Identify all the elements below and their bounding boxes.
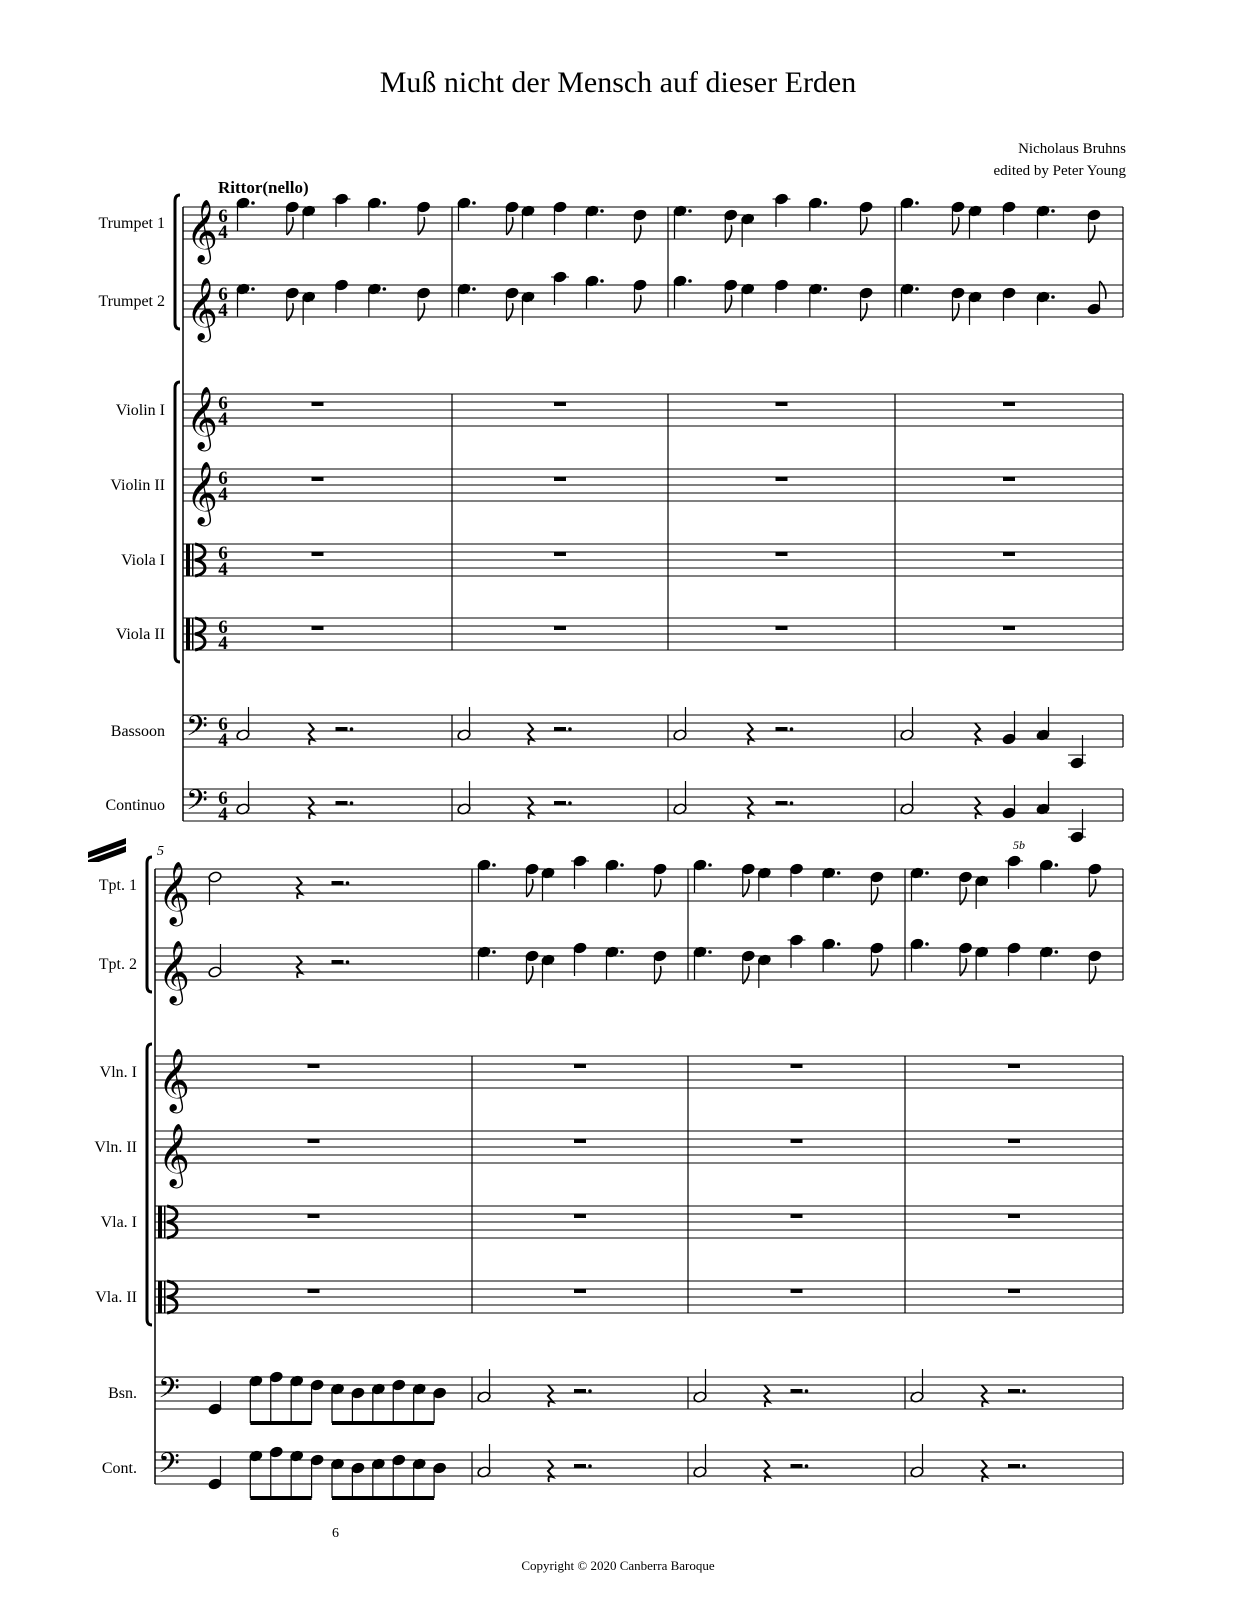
beam [332,1421,434,1425]
whole-rest-icon [574,1064,586,1068]
treble-clef-icon: 𝄞 [158,1048,190,1111]
flag [418,217,424,235]
dot [251,287,255,291]
piece-title: Muß nicht der Mensch auf dieser Erden [379,66,857,99]
dot [837,871,841,875]
quarter-rest-icon [975,797,980,819]
quarter-rest-icon [309,797,314,819]
dot [708,950,712,954]
staff-continuo [105,781,1123,843]
dot [600,209,604,213]
dot [790,727,794,731]
flag [960,958,966,976]
quarter-rest-icon [548,1460,553,1482]
quarter-rest-icon [309,723,314,745]
dot [837,942,841,946]
whole-rest-icon [1008,1214,1020,1218]
figured-bass-6: 6 [332,1526,339,1541]
dot [1055,863,1059,867]
dot [383,287,387,291]
time-signature-bottom: 4 [218,484,228,505]
staff-bassoon [111,707,1123,769]
trumpet-bracket [147,857,152,992]
half-rest-icon [332,960,344,964]
staff-vln-i [100,1048,1123,1114]
dot [350,801,354,805]
bass-clef-icon: 𝄢 [158,1447,180,1487]
time-signature-bottom: 4 [218,804,228,825]
dot [588,1464,592,1468]
dot [600,279,604,283]
quarter-rest-icon [297,956,302,978]
instrument-label: Vln. I [99,1064,137,1081]
dot [708,863,712,867]
flag [953,303,959,321]
dot [1055,950,1059,954]
half-rest-icon [574,1464,586,1468]
instrument-label: Viola I [121,552,165,569]
flag [655,966,661,984]
string-bracket [147,1044,152,1325]
whole-rest-icon [308,1214,320,1218]
dot [346,881,350,885]
whole-rest-icon [312,626,324,630]
whole-rest-icon [574,1289,586,1293]
flag [507,217,513,235]
bass-clef-icon: 𝄢 [158,1372,180,1412]
dot [492,863,496,867]
instrument-label: Viola II [115,626,165,643]
flag [725,295,731,313]
half-rest-icon [574,1389,586,1393]
dot [805,1389,809,1393]
beam [250,1496,311,1500]
staff-vla-i [101,1206,1123,1238]
whole-rest-icon [776,626,788,630]
system-2 [94,844,1123,1500]
whole-rest-icon [308,1139,320,1143]
half-rest-icon [332,881,344,885]
whole-rest-icon [1008,1139,1020,1143]
time-signature-top: 6 [218,788,228,809]
half-rest-icon [554,801,566,805]
time-signature-top: 6 [218,617,228,638]
flag [1100,281,1106,299]
staff-trumpet-1 [98,193,1123,265]
time-signature-bottom: 4 [218,300,228,321]
staff-tpt-2 [99,934,1123,1006]
quarter-rest-icon [548,1385,553,1407]
instrument-label: Continuo [105,797,165,814]
whole-rest-icon [554,477,566,481]
dot [472,201,476,205]
half-rest-icon [791,1464,803,1468]
flag [655,879,661,897]
dot [251,201,255,205]
time-signature-top: 6 [218,393,228,414]
whole-rest-icon [1003,552,1015,556]
whole-rest-icon [312,552,324,556]
flag [527,966,533,984]
dot [688,279,692,283]
staff-tpt-1 [99,855,1123,927]
quarter-rest-icon [297,877,302,899]
dot [925,871,929,875]
measure-number: 5 [157,844,164,859]
dot [915,201,919,205]
instrument-label: Violin I [115,402,165,419]
time-signature-bottom: 4 [218,409,228,430]
dot [824,287,828,291]
time-signature-top: 6 [218,284,228,305]
dot [805,1464,809,1468]
dot [588,1389,592,1393]
whole-rest-icon [554,552,566,556]
whole-rest-icon [1008,1289,1020,1293]
time-signature-bottom: 4 [218,222,228,243]
time-signature-top: 6 [218,543,228,564]
instrument-label: Tpt. 2 [98,956,137,973]
instrument-label: Vla. I [100,1214,137,1231]
instrument-label: Trumpet 2 [98,293,165,310]
figured-bass-5b: 5b [1013,838,1025,852]
editor-credit: edited by Peter Young [993,163,1126,179]
flag [1089,879,1095,897]
whole-rest-icon [776,552,788,556]
dot [915,287,919,291]
quarter-rest-icon [528,723,533,745]
flag [861,217,867,235]
instrument-label: Trumpet 1 [98,215,165,232]
flag [743,966,749,984]
instrument-label: Bsn. [108,1385,137,1402]
whole-rest-icon [574,1214,586,1218]
flag [287,303,293,321]
string-bracket [175,382,180,662]
flag [1089,225,1095,243]
quarter-rest-icon [975,723,980,745]
whole-rest-icon [791,1289,803,1293]
staff-vln-ii [94,1123,1123,1189]
staff-trumpet-2 [98,271,1123,343]
treble-clef-icon: 𝄞 [186,386,218,449]
instrument-label: Bassoon [110,723,165,740]
half-rest-icon [1008,1464,1020,1468]
flag [871,958,877,976]
flag [871,887,877,905]
quarter-rest-icon [748,797,753,819]
treble-clef-icon: 𝄞 [158,861,190,924]
time-signature-bottom: 4 [218,730,228,751]
whole-rest-icon [308,1064,320,1068]
dot [1051,209,1055,213]
treble-clef-icon: 𝄞 [158,940,190,1003]
flag [527,879,533,897]
instrument-label: Cont. [101,1460,137,1477]
treble-clef-icon: 𝄞 [186,199,218,262]
dot [620,863,624,867]
time-signature-top: 6 [218,206,228,227]
bass-clef-icon: 𝄢 [186,710,208,750]
flag [418,303,424,321]
whole-rest-icon [554,402,566,406]
quarter-rest-icon [764,1460,769,1482]
half-rest-icon [336,801,348,805]
whole-rest-icon [308,1289,320,1293]
bass-clef-icon: 𝄢 [186,784,208,824]
tempo-marking: Rittor(nello) [218,178,309,197]
half-rest-icon [791,1389,803,1393]
quarter-rest-icon [764,1385,769,1407]
instrument-label: Vla. II [95,1289,137,1306]
whole-rest-icon [574,1139,586,1143]
dot [1022,1389,1026,1393]
flag [861,303,867,321]
dot [824,201,828,205]
dot [492,950,496,954]
system-1 [98,193,1123,852]
whole-rest-icon [776,477,788,481]
dot [1022,1464,1026,1468]
whole-rest-icon [791,1214,803,1218]
quarter-rest-icon [982,1385,987,1407]
time-signature-top: 6 [218,714,228,735]
staff-violin-i [116,386,1123,452]
dot [568,727,572,731]
flag [507,303,513,321]
half-rest-icon [1008,1389,1020,1393]
dot [1051,295,1055,299]
quarter-rest-icon [528,797,533,819]
flag [635,295,641,313]
flag [743,879,749,897]
flag [635,225,641,243]
instrument-label: Violin II [110,477,165,494]
whole-rest-icon [312,477,324,481]
dot [620,950,624,954]
dot [568,801,572,805]
staff-bsn- [108,1369,1123,1425]
dot [383,201,387,205]
copyright-notice: Copyright © 2020 Canberra Baroque [521,1558,715,1573]
whole-rest-icon [791,1064,803,1068]
flag [960,887,966,905]
half-rest-icon [776,801,788,805]
whole-rest-icon [312,402,324,406]
dot [346,960,350,964]
beam [250,1421,311,1425]
half-rest-icon [554,727,566,731]
trumpet-bracket [175,195,180,329]
dot [688,209,692,213]
instrument-label: Tpt. 1 [98,877,137,894]
dot [925,942,929,946]
quarter-rest-icon [982,1460,987,1482]
whole-rest-icon [1003,402,1015,406]
dot [350,727,354,731]
time-signature-top: 6 [218,468,228,489]
treble-clef-icon: 𝄞 [186,461,218,524]
whole-rest-icon [554,626,566,630]
dot [790,801,794,805]
whole-rest-icon [1003,626,1015,630]
time-signature-bottom: 4 [218,559,228,580]
whole-rest-icon [1003,477,1015,481]
flag [1089,966,1095,984]
half-rest-icon [336,727,348,731]
flag [725,225,731,243]
beam [332,1496,434,1500]
quarter-rest-icon [748,723,753,745]
flag [287,217,293,235]
staff-vla-ii [95,1281,1123,1313]
treble-clef-icon: 𝄞 [158,1123,190,1186]
whole-rest-icon [776,402,788,406]
staff-violin-ii [110,461,1123,527]
whole-rest-icon [1008,1064,1020,1068]
staff-cont- [102,1444,1123,1500]
instrument-label: Vln. II [94,1139,137,1156]
treble-clef-icon: 𝄞 [186,277,218,340]
time-signature-bottom: 4 [218,633,228,654]
whole-rest-icon [791,1139,803,1143]
half-rest-icon [776,727,788,731]
staff-viola-ii [116,617,1123,654]
dot [472,287,476,291]
composer-name: Nicholaus Bruhns [1018,141,1126,157]
flag [953,217,959,235]
staff-viola-i [121,543,1123,580]
